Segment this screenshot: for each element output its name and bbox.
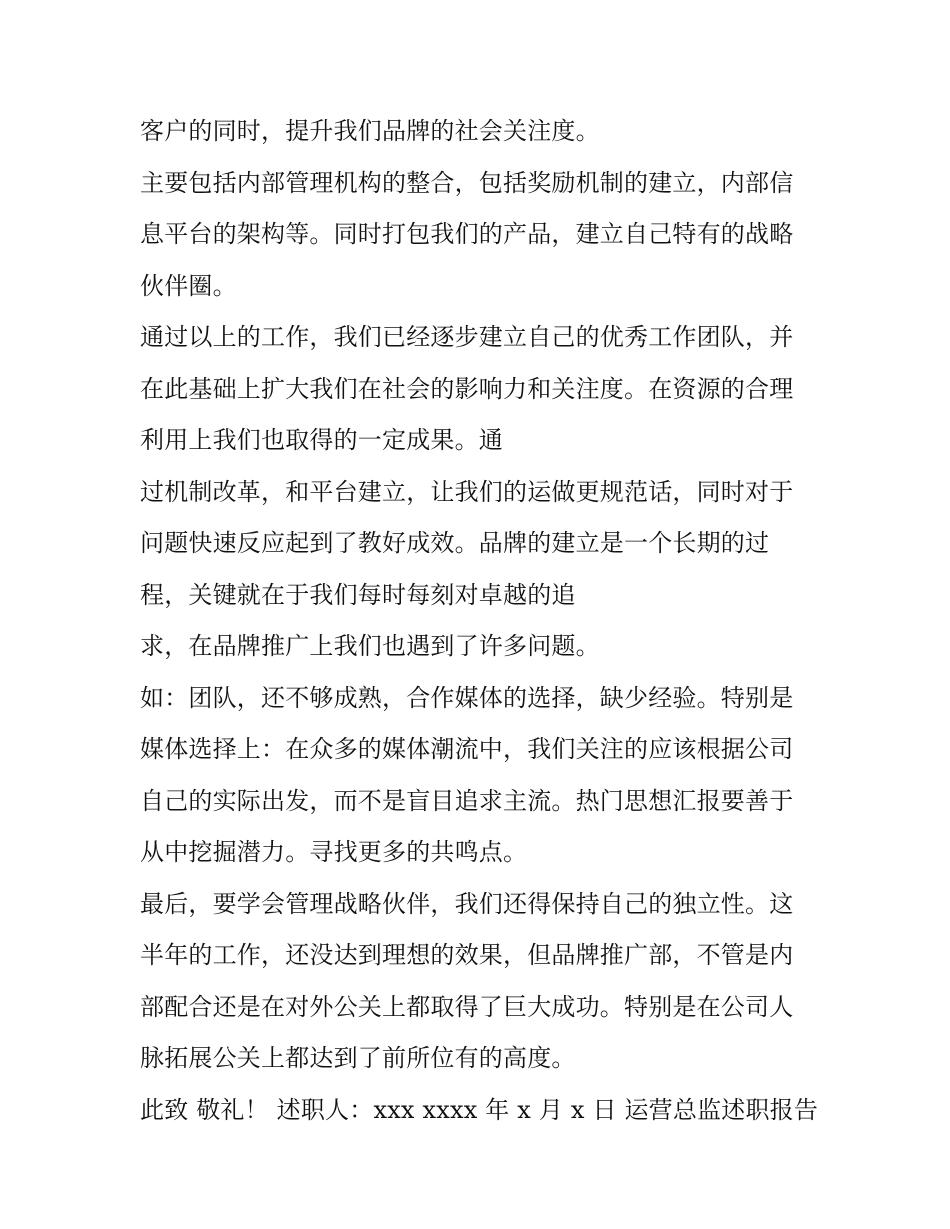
text-line: 程，关键就在于我们每时每刻对卓越的追 xyxy=(140,580,576,609)
text-line: 自己的实际出发，而不是盲目追求主流。热门思想汇报要善于 xyxy=(140,786,794,815)
text-line: 在此基础上扩大我们在社会的影响力和关注度。在资源的合理 xyxy=(140,374,794,403)
text-line: 如：团队，还不够成熟，合作媒体的选择，缺少经验。特别是 xyxy=(140,683,794,712)
text-line: 问题快速反应起到了教好成效。品牌的建立是一个长期的过 xyxy=(140,529,770,557)
text-line: 脉拓展公关上都达到了前所位有的高度。 xyxy=(140,1044,576,1072)
text-line: 求，在品牌推广上我们也遇到了许多问题。 xyxy=(140,632,600,660)
document-body xyxy=(140,106,830,1136)
text-line: 媒体选择上：在众多的媒体潮流中，我们关注的应该根据公司 xyxy=(140,735,794,763)
text-line: 主要包括内部管理机构的整合，包括奖励机制的建立，内部信 xyxy=(140,168,794,197)
text-line: 最后，要学会管理战略伙伴，我们还得保持自己的独立性。这 xyxy=(140,889,794,918)
text-line: 利用上我们也取得的一定成果。通 xyxy=(140,426,503,454)
text-line: 伙伴圈。 xyxy=(140,271,237,300)
text-line: 通过以上的工作，我们已经逐步建立自己的优秀工作团队，并 xyxy=(140,323,794,351)
text-line: 客户的同时，提升我们品牌的社会关注度。 xyxy=(140,117,600,145)
text-line: 半年的工作，还没达到理想的效果，但品牌推广部，不管是内 xyxy=(140,941,794,969)
text-line: 从中挖掘潜力。寻找更多的共鸣点。 xyxy=(140,838,528,866)
closing-line: 此致 敬礼！ 述职人：xxx xxxx 年 x 月 x 日 运营总监述职报告 xyxy=(140,1095,819,1124)
text-line: 部配合还是在对外公关上都取得了巨大成功。特别是在公司人 xyxy=(140,992,794,1021)
text-line: 息平台的架构等。同时打包我们的产品，建立自己特有的战略 xyxy=(140,220,794,248)
text-line: 过机制改革，和平台建立，让我们的运做更规范话，同时对于 xyxy=(140,477,794,506)
